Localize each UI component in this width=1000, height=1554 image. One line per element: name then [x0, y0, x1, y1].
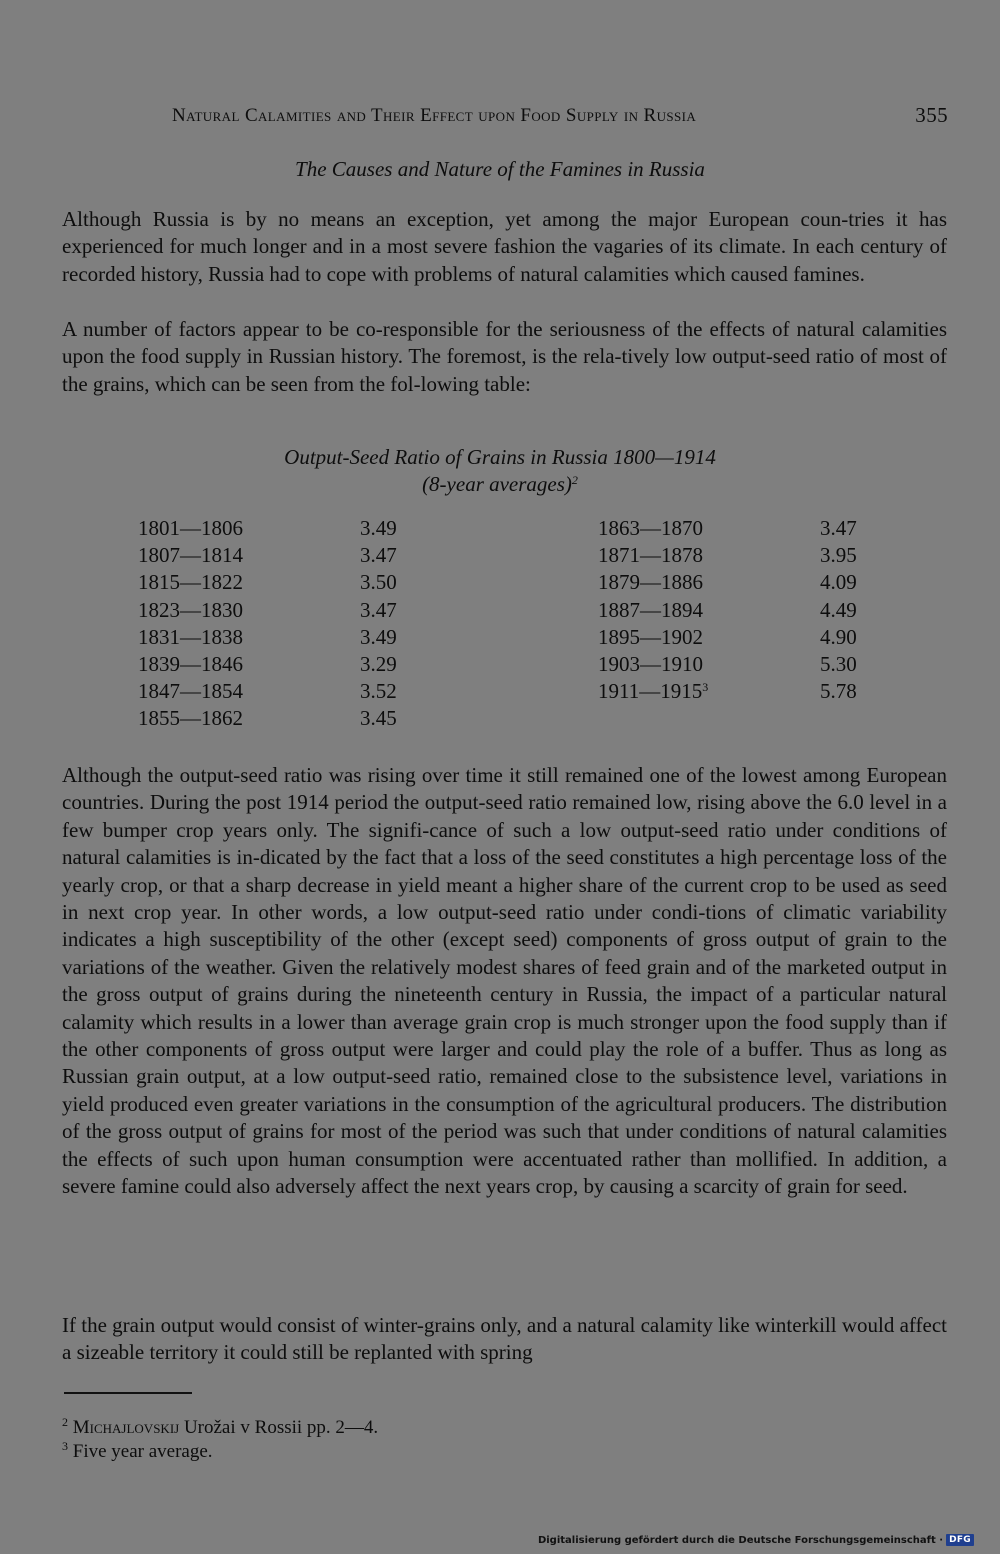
- table-title: Output-Seed Ratio of Grains in Russia 1800—1914: [284, 445, 716, 469]
- table-row: [598, 569, 857, 596]
- footnote-ref-2: 2: [571, 473, 578, 487]
- table-row: [138, 542, 397, 569]
- period-text: 1831—1838: [138, 624, 243, 649]
- footnote-3: [62, 1441, 213, 1463]
- period-cell: [598, 597, 820, 624]
- ratio-cell: 4.09: [820, 570, 857, 595]
- period-text: 1847—1854: [138, 679, 243, 704]
- ratio-cell: 4.49: [820, 597, 857, 622]
- footnote-author: Michajlovskij: [72, 1417, 180, 1438]
- period-text: 1839—1846: [138, 651, 243, 676]
- ratio-cell: 3.49: [360, 624, 397, 649]
- ratio-cell: 3.47: [820, 516, 857, 540]
- footnote-text: Five year average.: [68, 1441, 213, 1462]
- paragraph-2: A number of factors appear to be co-responsible for the seriousness of the effects of natural calamities upon the food supply in Russian history. The foremost, is the rela-tively low output-seed ratio of most of the grains, which can be seen from the fol-lowing table:: [62, 317, 947, 396]
- period-text: 1879—1886: [598, 570, 703, 595]
- footnote-ref-3: 3: [702, 680, 709, 695]
- paragraph-4: If the grain output would consist of winter-grains only, and a natural calamity like winterkill would affect a sizeable territory it could still be replanted with spring: [62, 1313, 947, 1365]
- table-row: [598, 678, 857, 705]
- period-text: 1911—1915: [598, 679, 703, 704]
- period-text: 1903—1910: [598, 651, 703, 676]
- period-text: 1801—1806: [138, 516, 243, 540]
- footnote-mark: 2: [62, 1415, 68, 1429]
- period-text: 1887—1894: [598, 597, 703, 622]
- table-row: [138, 678, 397, 705]
- running-head: [60, 103, 948, 131]
- footnote-2: [62, 1417, 378, 1439]
- period-cell: [598, 651, 820, 678]
- period-text: 1871—1878: [598, 543, 703, 568]
- period-cell: [138, 651, 360, 678]
- period-cell: [598, 569, 820, 596]
- period-text: 1895—1902: [598, 624, 703, 649]
- ratio-cell: 3.47: [360, 543, 397, 568]
- table-row: [138, 569, 397, 596]
- period-cell: [138, 515, 360, 542]
- paragraph-1: Although Russia is by no means an exception, yet among the major European coun-tries it has experienced for much longer and in a most severe fashion the vagaries of its climate. In each century of recorded history, Russia had to cope with problems of natural calamities which caused famines.: [62, 207, 947, 286]
- ratio-cell: 3.45: [360, 706, 397, 731]
- period-text: 1855—1862: [138, 706, 243, 731]
- ratio-cell: 3.50: [360, 570, 397, 595]
- ratio-cell: 5.78: [820, 679, 857, 704]
- period-cell: [138, 597, 360, 624]
- table-row: [138, 624, 397, 651]
- period-cell: [138, 624, 360, 651]
- period-text: 1823—1830: [138, 597, 243, 622]
- ratio-cell: 3.95: [820, 543, 857, 568]
- period-text: 1815—1822: [138, 570, 243, 595]
- table-row: [138, 705, 397, 732]
- period-cell: [138, 705, 360, 732]
- page-number: 355: [915, 103, 948, 127]
- period-cell: [598, 515, 820, 542]
- table-row: [138, 515, 397, 542]
- ratio-cell: 4.90: [820, 624, 857, 649]
- table-row: [598, 651, 857, 678]
- table-row: [138, 597, 397, 624]
- table-row: [598, 542, 857, 569]
- running-head-title: Natural Calamities and Their Effect upon Food Supply in Russia: [172, 105, 697, 126]
- period-text: 1807—1814: [138, 543, 243, 568]
- footnote-mark: 3: [62, 1439, 68, 1453]
- table-subtitle-text: (8-year averages): [422, 472, 572, 496]
- ratio-cell: 3.52: [360, 679, 397, 704]
- section-title: The Causes and Nature of the Famines in Russia: [295, 157, 705, 181]
- period-text: 1863—1870: [598, 516, 703, 540]
- period-cell: [598, 678, 820, 705]
- period-cell: [138, 542, 360, 569]
- table-row: [598, 597, 857, 624]
- ratio-cell: 5.30: [820, 651, 857, 676]
- ratio-cell: 3.49: [360, 516, 397, 540]
- credit-text: Digitalisierung gefördert durch die Deutsche Forschungsgemeinschaft ·: [537, 1534, 944, 1546]
- ratio-table-right: [598, 515, 857, 705]
- period-cell: [138, 678, 360, 705]
- period-cell: [598, 624, 820, 651]
- footnote-divider: [64, 1392, 192, 1394]
- ratio-cell: 3.29: [360, 651, 397, 676]
- paragraph-3: Although the output-seed ratio was rising over time it still remained one of the lowest among European countries. During the post 1914 period the output-seed ratio remained low, rising above the 6.0 level in a few bumper crop years only. The signifi-cance of such a low output-seed ratio under conditions of natural calamities is in-dicated by the fact that a loss of the seed constitutes a high percentage loss of the yearly crop, or that a sharp decrease in yield meant a higher share of the current crop to be used as seed in next crop year. In other words, a low output-seed ratio under condi-tions of climatic variability indicates a high susceptibility of the other (except seed) components of gross output of grain to the variations of the weather. Given the relatively modest shares of feed grain and of the marketed output in the gross output of grains during the nineteenth century in Russia, the impact of a particular natural calamity which results in a lower than average grain crop is much stronger upon the food supply than if the other components of gross output were larger and could play the role of a buffer. Thus as long as Russian grain output, at a low output-seed ratio, remained close to the subsistence level, variations in yield produced even greater variations in the consumption of the agricultural producers. The distribution of the gross output of grains for most of the period was such that under conditions of natural calamities the effects of such upon human consumption were accentuated rather than mollified. In addition, a severe famine could also adversely affect the next years crop, by causing a scarcity of grain for seed.: [62, 763, 947, 1199]
- table-row: [598, 624, 857, 651]
- ratio-table-left: [138, 515, 397, 733]
- footnote-text: Urožai v Rossii pp. 2—4.: [179, 1417, 379, 1438]
- period-cell: [598, 542, 820, 569]
- table-row: [598, 515, 857, 542]
- digitization-credit: [538, 1532, 974, 1548]
- dfg-logo-icon: DFG: [946, 1534, 974, 1546]
- table-row: [138, 651, 397, 678]
- ratio-cell: 3.47: [360, 597, 397, 622]
- table-subtitle: [0, 472, 1000, 497]
- period-cell: [138, 569, 360, 596]
